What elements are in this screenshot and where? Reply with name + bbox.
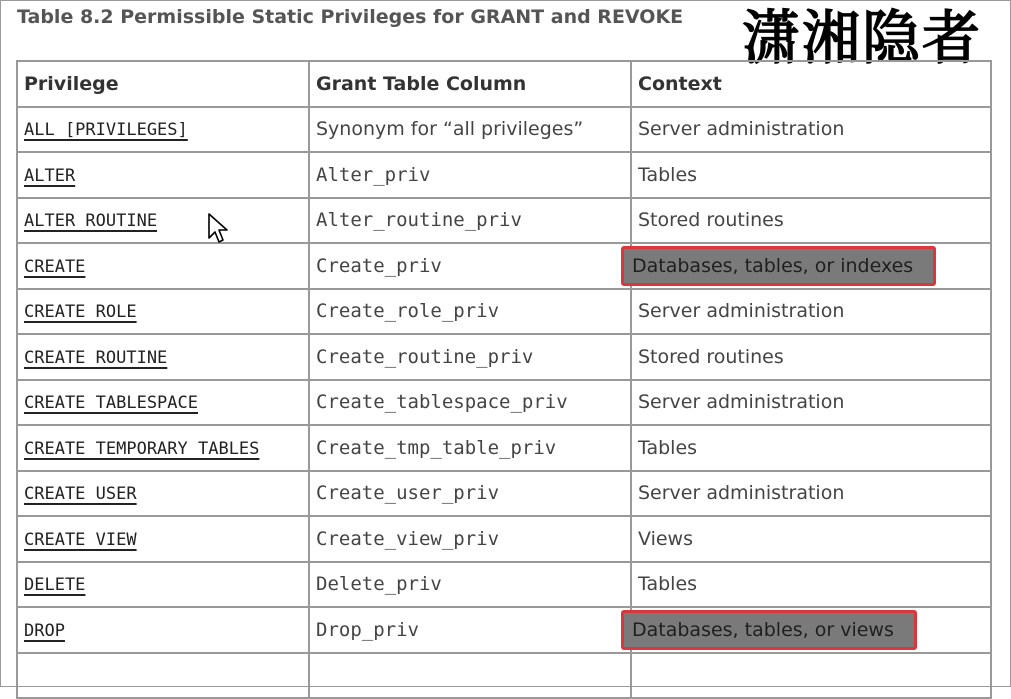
privilege-link[interactable]: CREATE VIEW [24, 529, 137, 550]
table-caption: Table 8.2 Permissible Static Privileges for GRANT and REVOKE [17, 6, 684, 28]
privilege-cell [17, 152, 309, 198]
context-cell: Stored routines [631, 334, 991, 380]
table-row [17, 243, 991, 289]
privilege-link[interactable]: CREATE USER [24, 484, 137, 505]
context-cell: Server administration [631, 107, 991, 153]
context-cell: Views [631, 516, 991, 562]
header-grant-table-column: Grant Table Column [309, 61, 631, 107]
watermark-logo: 潇湘隐者 [742, 4, 983, 72]
privilege-link[interactable]: ALL [PRIVILEGES] [24, 120, 188, 141]
table-row [17, 152, 991, 198]
privilege-link[interactable]: ALTER ROUTINE [24, 211, 158, 232]
table-row [17, 425, 991, 471]
privilege-cell [17, 198, 309, 244]
privilege-cell [17, 653, 309, 699]
grant-column-cell: Create_view_priv [309, 516, 631, 562]
grant-column-cell: Create_tablespace_priv [309, 380, 631, 426]
context-cell: Stored routines [631, 198, 991, 244]
table-row [17, 334, 991, 380]
header-context: Context [631, 61, 991, 107]
context-cell [631, 653, 991, 699]
privilege-link[interactable]: DROP [24, 620, 65, 641]
grant-column-cell: Create_priv [309, 243, 631, 289]
grant-column-cell: Create_role_priv [309, 289, 631, 335]
table-row [17, 653, 991, 699]
table-header-row [17, 61, 991, 107]
grant-column-cell: Delete_priv [309, 562, 631, 608]
context-cell [631, 243, 991, 289]
privilege-link[interactable]: CREATE [24, 256, 86, 277]
grant-column-cell: Drop_priv [309, 607, 631, 653]
context-cell [631, 607, 991, 653]
grant-column-cell: Create_routine_priv [309, 334, 631, 380]
grant-column-cell: Create_user_priv [309, 471, 631, 517]
privilege-cell [17, 380, 309, 426]
table-row [17, 516, 991, 562]
grant-column-cell [309, 653, 631, 699]
table-row [17, 562, 991, 608]
table-row [17, 471, 991, 517]
context-cell: Tables [631, 425, 991, 471]
privileges-table [16, 60, 992, 699]
highlighted-context: Databases, tables, or indexes [621, 246, 936, 286]
privilege-link[interactable]: DELETE [24, 575, 86, 596]
grant-column-cell: Create_tmp_table_priv [309, 425, 631, 471]
privilege-cell [17, 334, 309, 380]
context-cell: Tables [631, 152, 991, 198]
table-row [17, 107, 991, 153]
privilege-cell [17, 471, 309, 517]
context-cell: Server administration [631, 380, 991, 426]
grant-column-cell: Synonym for “all privileges” [309, 107, 631, 153]
privilege-cell [17, 107, 309, 153]
context-cell: Tables [631, 562, 991, 608]
table-row [17, 198, 991, 244]
grant-column-cell: Alter_routine_priv [309, 198, 631, 244]
header-privilege: Privilege [17, 61, 309, 107]
table-row [17, 289, 991, 335]
context-cell: Server administration [631, 471, 991, 517]
privilege-link[interactable]: CREATE TABLESPACE [24, 393, 198, 414]
privilege-link[interactable]: CREATE TEMPORARY TABLES [24, 438, 260, 459]
context-cell: Server administration [631, 289, 991, 335]
privilege-cell [17, 516, 309, 562]
privilege-cell [17, 243, 309, 289]
highlighted-context: Databases, tables, or views [621, 610, 917, 650]
grant-column-cell: Alter_priv [309, 152, 631, 198]
privilege-cell [17, 289, 309, 335]
table-row [17, 607, 991, 653]
privilege-link[interactable]: CREATE ROUTINE [24, 347, 168, 368]
table-row [17, 380, 991, 426]
privilege-cell [17, 562, 309, 608]
privilege-cell [17, 425, 309, 471]
privilege-cell [17, 607, 309, 653]
privilege-link[interactable]: ALTER [24, 165, 76, 186]
mouse-pointer-icon [207, 212, 229, 244]
privilege-link[interactable]: CREATE ROLE [24, 302, 137, 323]
